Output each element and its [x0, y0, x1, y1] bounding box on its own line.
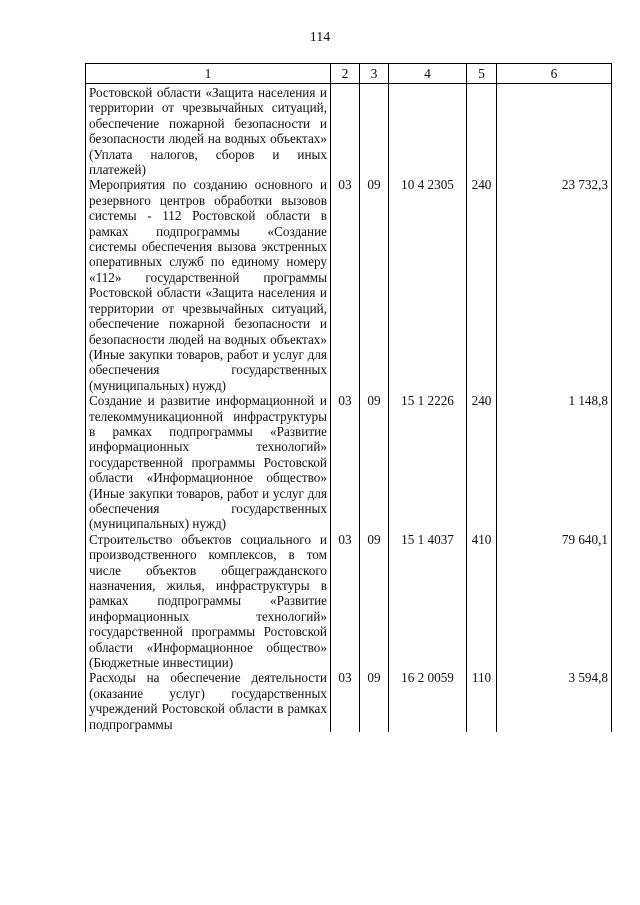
row-amount: 1 148,8: [497, 393, 612, 532]
row-target-article: 15 1 2226: [389, 393, 467, 532]
row-expense-type: 240: [467, 177, 497, 393]
row-expense-type: 240: [467, 393, 497, 532]
row-subsection: 09: [360, 532, 389, 671]
row-target-article: 10 4 2305: [389, 177, 467, 393]
table-row: [86, 393, 612, 532]
row-target-article: 15 1 4037: [389, 532, 467, 671]
row-subsection: [360, 84, 389, 178]
row-section: 03: [331, 670, 360, 732]
row-section: [331, 84, 360, 178]
header-col-3: 3: [360, 64, 389, 84]
row-amount: 3 594,8: [497, 670, 612, 732]
header-col-4: 4: [389, 64, 467, 84]
row-description: Ростовской области «Защита населения и территории от чрезвычайных ситуаций, обеспечение пожарной безопасности и безопасности людей на водных объектах» (Уплата налогов, сборов и иных платежей): [86, 84, 331, 178]
page-number: 114: [309, 30, 331, 45]
row-expense-type: 110: [467, 670, 497, 732]
row-subsection: 09: [360, 177, 389, 393]
row-target-article: 16 2 0059: [389, 670, 467, 732]
row-amount: 79 640,1: [497, 532, 612, 671]
row-amount: [497, 84, 612, 178]
header-col-6: 6: [497, 64, 612, 84]
row-section: 03: [331, 177, 360, 393]
row-expense-type: 410: [467, 532, 497, 671]
row-subsection: 09: [360, 393, 389, 532]
header-col-1: 1: [86, 64, 331, 84]
row-description: Строительство объектов социального и производственного комплексов, в том числе объектов общегражданского назначения, жилья, инфраструктуры в рамках подпрограммы «Развитие информационных технологий» государственной программы Ростовской области «Информационное общество» (Бюджетные инвестиции): [86, 532, 331, 671]
row-expense-type: [467, 84, 497, 178]
row-target-article: [389, 84, 467, 178]
header-col-5: 5: [467, 64, 497, 84]
row-description: Расходы на обеспечение деятельности (оказание услуг) государственных учреждений Ростовской области в рамках подпрограммы: [86, 670, 331, 732]
table-row: [86, 177, 612, 393]
table-row: [86, 532, 612, 671]
table-row: [86, 670, 612, 732]
row-section: 03: [331, 532, 360, 671]
row-description: Создание и развитие информационной и телекоммуникационной инфраструктуры в рамках подпрограммы «Развитие информационных технологий» государственной программы Ростовской области «Информационное общество» (Иные закупки товаров, работ и услуг для обеспечения государственных (муниципальных) нужд): [86, 393, 331, 532]
row-description: Мероприятия по созданию основного и резервного центров обработки вызовов системы - 112 Ростовской области в рамках подпрограммы «Создание системы обеспечения вызова экстренных оперативных служб по единому номеру «112» государственной программы Ростовской области «Защита населения и территории от чрезвычайных ситуаций, обеспечение пожарной безопасности и безопасности людей на водных объектах» (Иные закупки товаров, работ и услуг для обеспечения государственных (муниципальных) нужд): [86, 177, 331, 393]
budget-table: [85, 63, 612, 732]
row-section: 03: [331, 393, 360, 532]
table-header-row: [86, 64, 612, 84]
table-row: [86, 84, 612, 178]
row-amount: 23 732,3: [497, 177, 612, 393]
row-subsection: 09: [360, 670, 389, 732]
header-col-2: 2: [331, 64, 360, 84]
